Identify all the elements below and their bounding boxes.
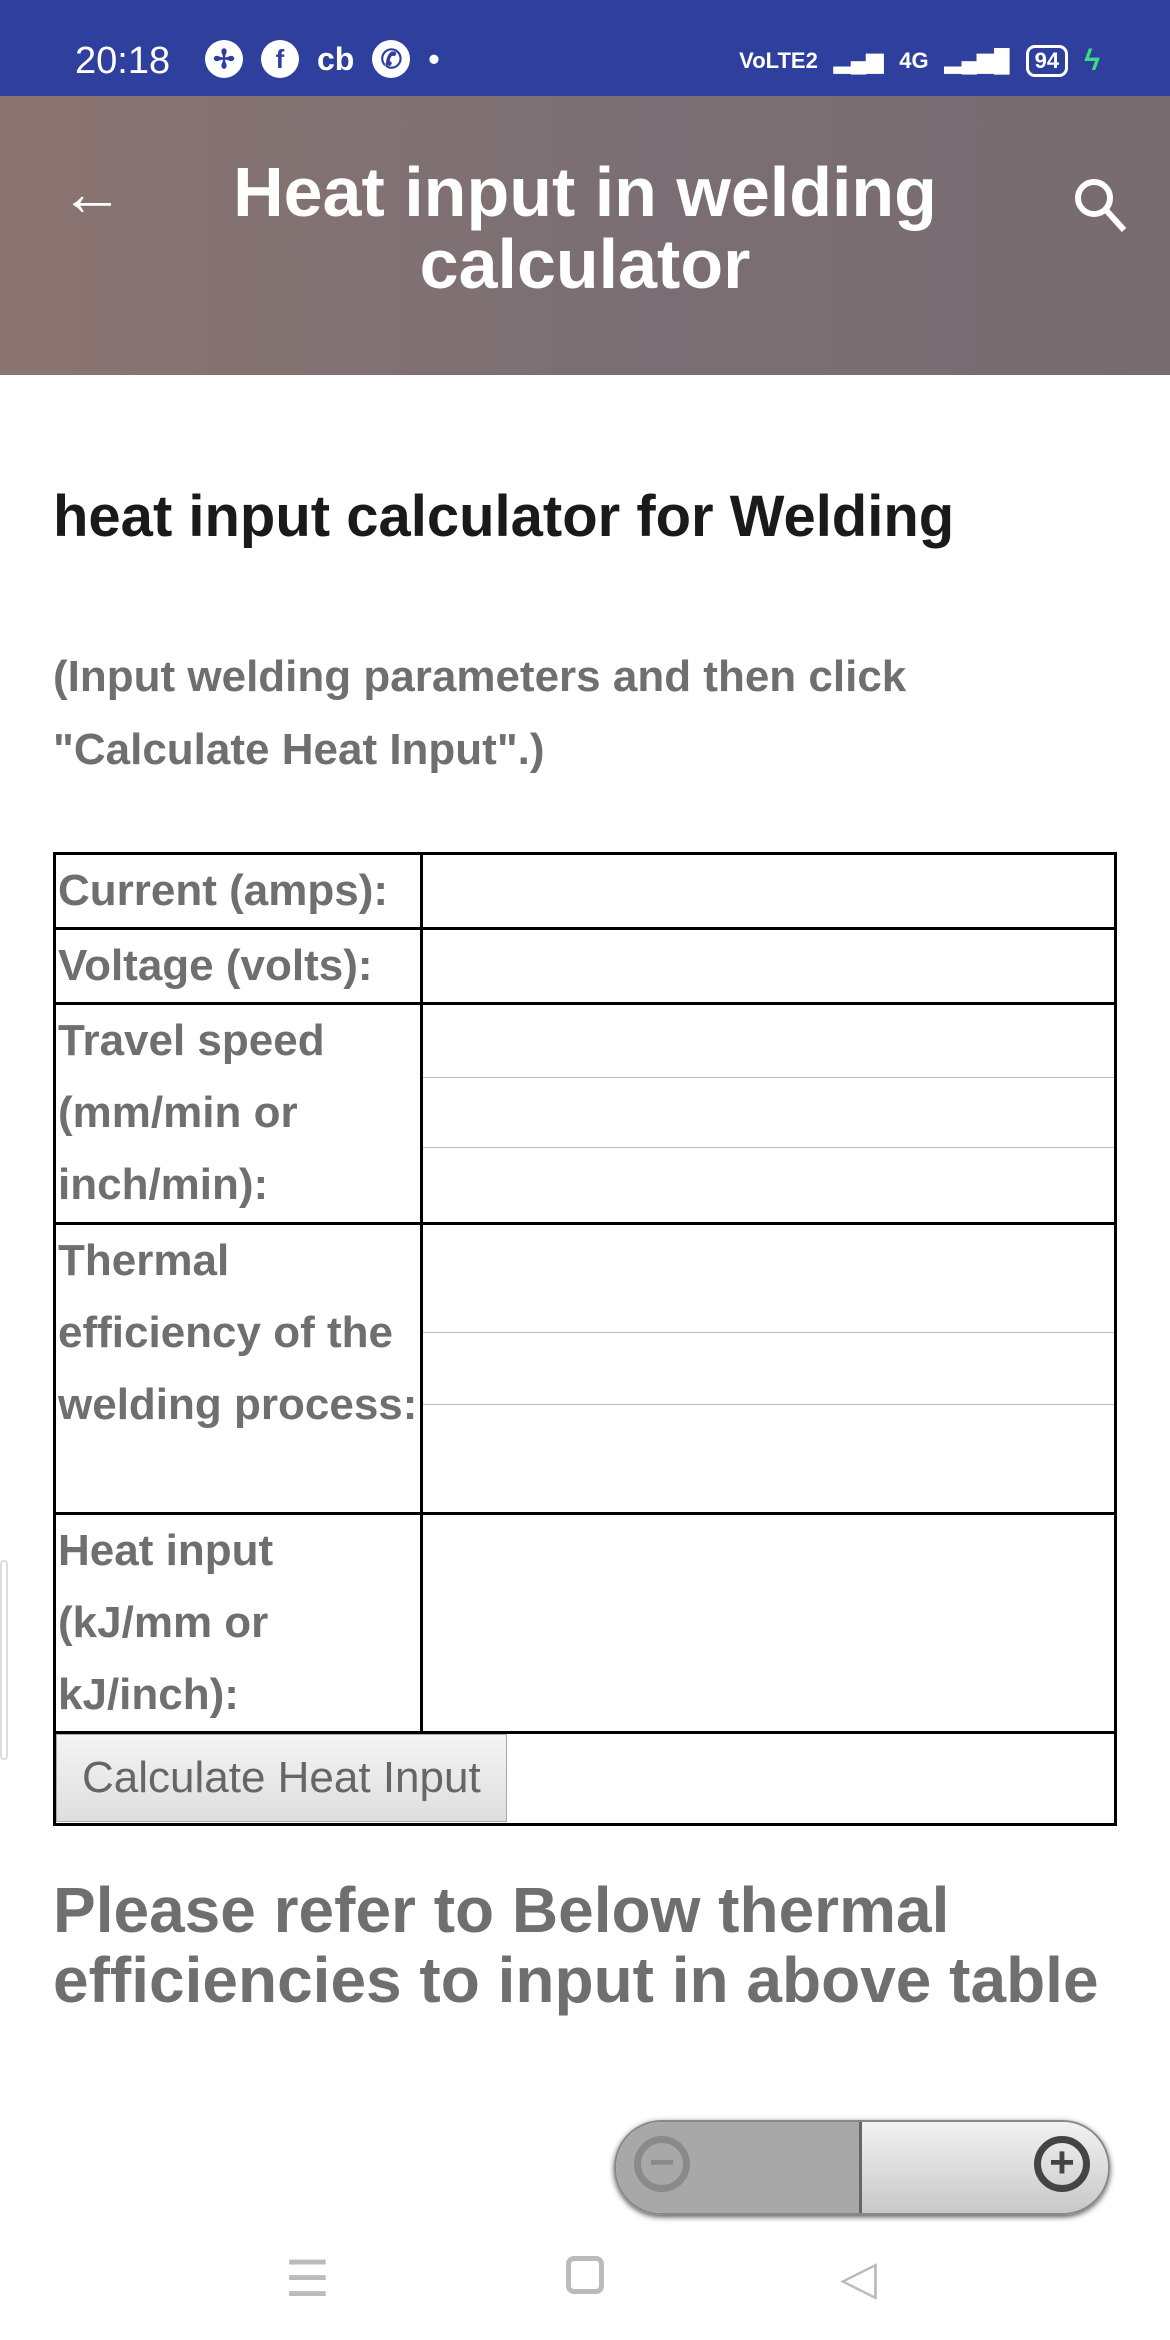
current-input[interactable] (423, 855, 1114, 924)
current-label: Current (amps): (55, 854, 422, 929)
heat-input-label: Heat input (kJ/mm or kJ/inch): (55, 1514, 422, 1733)
travel-speed-label: Travel speed (mm/min or inch/min): (55, 1004, 422, 1224)
charging-icon: ϟ (1084, 44, 1100, 77)
status-bar (0, 0, 1170, 96)
network-type: 4G (899, 48, 929, 73)
cb-icon: cb (317, 40, 355, 77)
zoom-out-icon: − (634, 2136, 690, 2192)
battery-icon: 94 (1026, 45, 1068, 77)
dot-icon: • (428, 40, 440, 77)
calculate-heat-input-button[interactable]: Calculate Heat Input (56, 1734, 507, 1822)
app-header (0, 96, 1170, 375)
zoom-out-button[interactable] (616, 2122, 862, 2213)
back-nav-icon[interactable]: ◁ (840, 2252, 877, 2305)
page-title: Heat input in welding calculator (233, 153, 937, 303)
zoom-in-button[interactable] (862, 2122, 1108, 2213)
back-arrow-icon[interactable]: ← (60, 157, 124, 229)
voltage-label: Voltage (volts): (55, 929, 422, 1004)
instructions-text: (Input welding parameters and then click "Calculate Heat Input".) (53, 652, 907, 774)
notification-icons (205, 40, 440, 78)
system-nav-bar (0, 2250, 1170, 2310)
home-icon[interactable] (566, 2256, 604, 2294)
travel-speed-input[interactable] (423, 1078, 1114, 1148)
system-icons (739, 44, 1100, 78)
signal-icon: ▂▄▆ (833, 48, 884, 73)
whatsapp-icon: ✆ (372, 40, 410, 78)
calculator-heading: heat input calculator for Welding (53, 484, 955, 549)
scrollbar[interactable] (0, 1560, 8, 1760)
voltage-input[interactable] (423, 930, 1114, 999)
pinwheel-icon: ✢ (205, 40, 243, 78)
recent-apps-icon[interactable]: ☰ (285, 2251, 330, 2307)
thermal-efficiency-input[interactable] (423, 1333, 1114, 1405)
volte-icon: VoLTE2 (739, 48, 818, 73)
thermal-efficiency-label: Thermal efficiency of the welding process: (55, 1224, 422, 1514)
status-time: 20:18 (75, 40, 171, 82)
zoom-control (614, 2120, 1110, 2215)
calculator-table (53, 852, 1117, 1826)
facebook-icon: f (261, 40, 299, 78)
thermal-efficiency-heading: Please refer to Below thermal efficiencies to input in above table (53, 1874, 1099, 2016)
zoom-in-icon: + (1034, 2136, 1090, 2192)
signal-icon-2: ▂▄▆█ (944, 48, 1010, 73)
search-icon[interactable] (1070, 174, 1130, 234)
heat-input-result (422, 1514, 1116, 1733)
